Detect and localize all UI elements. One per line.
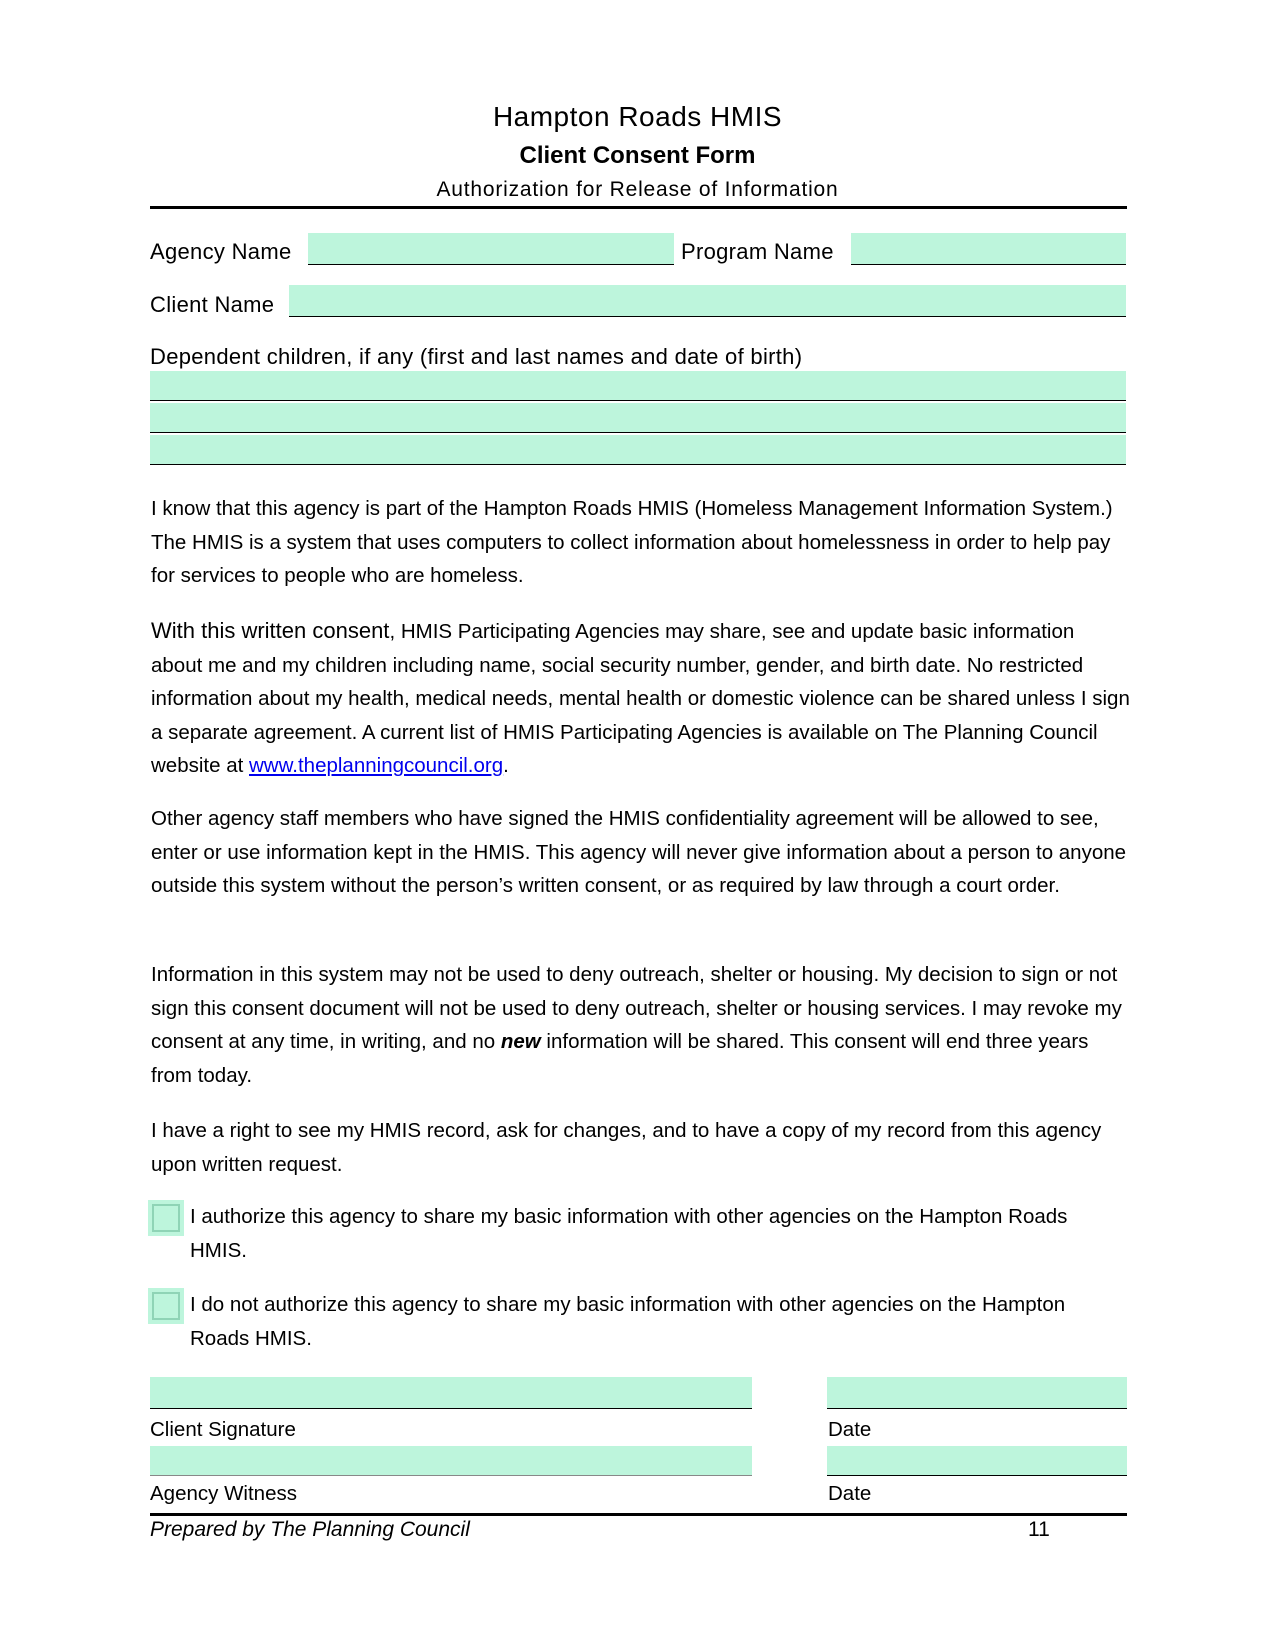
client-signature-field[interactable]	[150, 1377, 752, 1409]
paragraph-record-rights: I have a right to see my HMIS record, ask for changes, and to have a copy of my record from this agency upon written request.	[151, 1119, 1102, 1176]
paragraph-written-consent: With this written consent, HMIS Participating Agencies may share, see and update basic information about me and my children including name, social security number, gender, and birth date. No restricted information about my health, medical needs, mental health or domestic violence can be shared unless I sign a separate agreement. A current list of HMIS Participating Agencies is available on The Planning Council website at www.theplanningcouncil.org.	[151, 618, 1130, 777]
written-consent-lead: With this written consent	[151, 618, 390, 643]
org-title: Hampton Roads HMIS	[492, 101, 783, 132]
agency-witness-field[interactable]	[150, 1446, 752, 1476]
not-authorize-checkbox[interactable]	[152, 1292, 180, 1320]
dependent-line-3[interactable]	[150, 435, 1126, 465]
form-subtitle: Authorization for Release of Information	[436, 178, 839, 201]
paragraph-hmis-intro: I know that this agency is part of the Hampton Roads HMIS (Homeless Management Information System.) The HMIS is a system that uses computers to collect information about homelessness in order to help pay for services to people who are homeless.	[151, 497, 1113, 587]
footer-divider	[150, 1513, 1127, 1516]
authorize-checkbox[interactable]	[152, 1204, 180, 1232]
client-name-label: Client Name	[150, 292, 275, 317]
footer-prepared-by: Prepared by The Planning Council	[150, 1518, 470, 1541]
dependent-line-1[interactable]	[150, 371, 1126, 401]
program-name-field[interactable]	[851, 233, 1126, 265]
form-title: Client Consent Form	[519, 142, 756, 169]
client-name-field[interactable]	[289, 285, 1126, 317]
page-number: 11	[1028, 1518, 1050, 1541]
dependents-label: Dependent children, if any (first and last names and date of birth)	[150, 344, 803, 369]
agency-witness-label: Agency Witness	[150, 1482, 297, 1505]
paragraph-revocation: Information in this system may not be used to deny outreach, shelter or housing. My decision to sign or not sign this consent document will not be used to deny outreach, shelter or housing services. I may revoke my consent at any time, in writing, and no new information will be shared. This consent will end three years from today.	[151, 963, 1122, 1087]
client-date-label: Date	[828, 1418, 872, 1441]
client-date-field[interactable]	[827, 1377, 1127, 1409]
agency-name-label: Agency Name	[150, 239, 292, 264]
witness-date-label: Date	[828, 1482, 872, 1505]
client-signature-label: Client Signature	[150, 1418, 296, 1441]
authorize-option-text: I authorize this agency to share my basic information with other agencies on the Hampton Roads HMIS.	[190, 1205, 1068, 1262]
paragraph-staff-access: Other agency staff members who have signed the HMIS confidentiality agreement will be allowed to see, enter or use information kept in the HMIS. This agency will never give information about a person to anyone outside this system without the person’s written consent, or as required by law through a court order.	[151, 807, 1127, 897]
not-authorize-option-text: I do not authorize this agency to share my basic information with other agencies on the Hampton Roads HMIS.	[190, 1293, 1066, 1350]
dependent-line-2[interactable]	[150, 403, 1126, 433]
planning-council-link[interactable]: www.theplanningcouncil.org	[249, 754, 504, 777]
witness-date-field[interactable]	[827, 1446, 1127, 1476]
new-emphasis: new	[500, 1030, 541, 1053]
agency-name-field[interactable]	[308, 233, 674, 265]
header-divider	[150, 206, 1127, 209]
program-name-label: Program Name	[681, 239, 834, 264]
